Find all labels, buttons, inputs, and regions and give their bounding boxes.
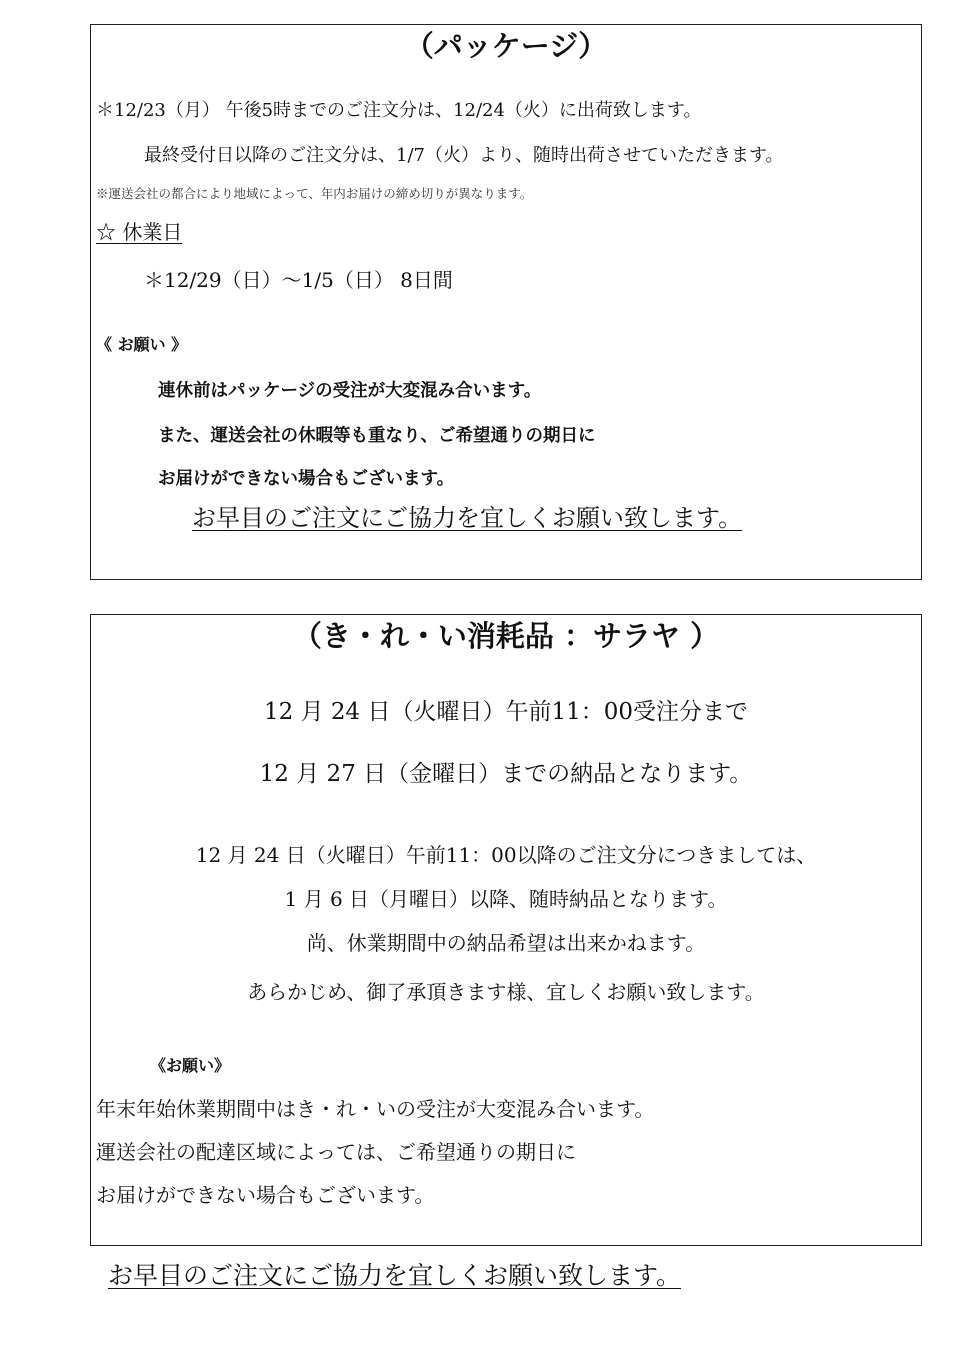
holiday-period: ＊12/29（日）～1/5（日） 8日間: [144, 268, 453, 292]
kirei-resume-delivery: 1 月 6 日（月曜日）以降、随時納品となります。: [284, 887, 728, 911]
kirei-no-delivery-notice: 尚、休業期間中の納品希望は出来かねます。: [306, 931, 706, 955]
kirei-request-line: 年末年始休業期間中はき・れ・いの受注が大変混み合います。: [96, 1097, 655, 1121]
kirei-request-line: 運送会社の配達区域によっては、ご希望通りの期日に: [96, 1140, 576, 1164]
kirei-acknowledgement: あらかじめ、御了承頂きます様、宜しくお願い致します。: [247, 980, 765, 1004]
package-closing-message: お早目のご注文にご協力を宜しくお願い致します。: [192, 504, 743, 532]
package-order-deadline: ＊12/23（月） 午後5時までのご注文分は、12/24（火）に出荷致します。: [96, 100, 702, 121]
footer-closing-message: お早目のご注文にご協力を宜しくお願い致します。: [108, 1261, 682, 1290]
kirei-late-orders: 12 月 24 日（火曜日）午前11：00以降のご注文分につきましては、: [195, 843, 817, 867]
package-request-line: 連休前はパッケージの受注が大変混み合います。: [158, 381, 542, 401]
package-request-line: また、運送会社の休暇等も重なり、ご希望通りの期日に: [158, 426, 596, 446]
kirei-delivery-deadline: 12 月 27 日（金曜日）までの納品となります。: [259, 761, 753, 787]
kirei-title: （き・れ・い消耗品 ：サラヤ ）: [292, 619, 720, 653]
kirei-request-line: お届けができない場合もございます。: [96, 1183, 435, 1207]
package-request-heading: 《 お願い 》: [96, 335, 188, 354]
holiday-heading: ☆ 休業日: [96, 220, 183, 244]
kirei-request-heading: 《お願い》: [150, 1056, 231, 1075]
kirei-order-deadline: 12 月 24 日（火曜日）午前11：00受注分まで: [264, 699, 748, 725]
package-resume-shipping: 最終受付日以降のご注文分は、1/7（火）より、随時出荷させていただきます。: [144, 145, 784, 166]
package-carrier-note: ※運送会社の都合により地域によって、年内お届けの締め切りが異なります。: [96, 186, 533, 201]
package-title: （パッケージ）: [404, 29, 608, 63]
package-request-line: お届けができない場合もございます。: [158, 469, 455, 489]
